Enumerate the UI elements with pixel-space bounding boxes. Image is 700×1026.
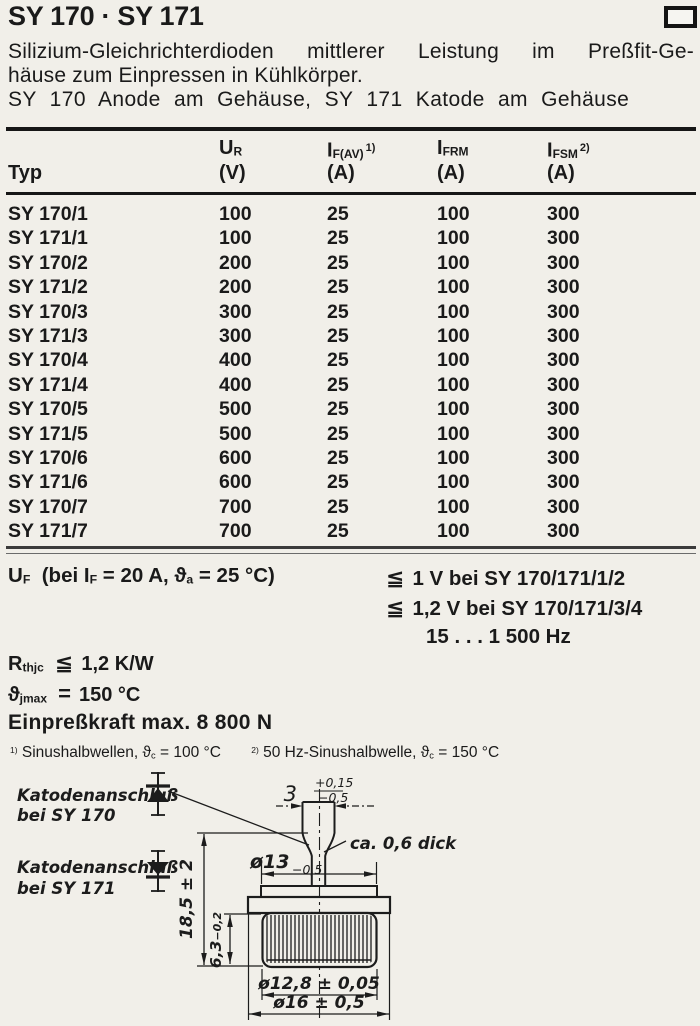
table-header-rule	[6, 192, 696, 195]
description-line: SY 170 Anode am Gehäuse, SY 171 Katode am Gehäuse	[8, 87, 630, 111]
package-body	[248, 886, 390, 967]
dim-tab-width	[276, 775, 374, 809]
footnotes: $^{1)}$ Sinushalbwellen, ϑc = 100 °C $^{2)}$ 50 Hz-Sinushalbwelle, ϑc = 150 °C	[10, 744, 500, 761]
frequency-range: 15 . . . 1 500 Hz	[426, 625, 571, 649]
svg-text:Katodenanschluß: Katodenanschluß	[17, 786, 179, 805]
cell-typ: SY 171/6	[8, 471, 88, 494]
limit-line: ≦ 1,2 V bei SY 170/171/3/4	[386, 594, 643, 620]
knurl-hatch	[267, 915, 371, 963]
table-header	[0, 136, 700, 186]
column-header-ifsm: IFSM $^{2)}$ (A)	[547, 139, 590, 184]
table-row: SY 170/3 300 25 100 300	[0, 300, 700, 324]
cell-typ: SY 170/7	[8, 495, 88, 518]
table-bottom-rule-2	[6, 553, 696, 555]
page-title: SY 170 · SY 171	[8, 1, 204, 31]
corner-rectangle-icon	[664, 6, 697, 28]
table-row: SY 171/6 600 25 100 300	[0, 470, 700, 494]
table-row: SY 170/6 600 25 100 300	[0, 446, 700, 470]
cell-typ: SY 171/5	[8, 422, 88, 445]
table-row: SY 170/5 500 25 100 300	[0, 397, 700, 421]
table-row: SY 171/7 700 25 100 300	[0, 519, 700, 543]
forward-voltage-limits	[386, 564, 642, 652]
cell-typ: SY 171/4	[8, 373, 88, 396]
footnote-2-mark: 2)	[251, 744, 259, 755]
limit-line: ≦ 1 V bei SY 170/171/1/2	[386, 565, 626, 590]
svg-text:Katodenanschluß: Katodenanschluß	[17, 858, 179, 877]
table-bottom-rule	[6, 546, 696, 549]
footnote-1-mark: 1)	[10, 744, 18, 755]
column-header-typ: Typ	[8, 162, 43, 184]
less-equal-sign: ≦	[386, 594, 405, 620]
thermal-resistance-line: Rthjc ≦ 1,2 K/W	[8, 650, 154, 675]
dim-thickness	[324, 834, 457, 853]
column-header-ur: UR (V)	[219, 137, 246, 184]
cell-typ: SY 170/1	[8, 203, 88, 225]
junction-temperature-line: ϑjmax = 150 °C	[8, 681, 141, 706]
svg-text:ø12,8 ± 0,05: ø12,8 ± 0,05	[258, 974, 380, 994]
cell-typ: SY 170/5	[8, 398, 88, 421]
cell-typ: SY 171/2	[8, 276, 88, 299]
cell-typ: SY 171/3	[8, 324, 88, 347]
description-line: Silizium-Gleichrichterdioden mittlerer Leistung im Preßfit-Ge-	[8, 40, 694, 63]
table-row: SY 171/3 300 25 100 300	[0, 324, 700, 348]
cell-typ: SY 171/1	[8, 227, 88, 250]
svg-text:−0,5: −0,5	[292, 862, 323, 877]
cell-typ: SY 170/3	[8, 300, 88, 323]
table-row: SY 170/2 200 25 100 300	[0, 251, 700, 275]
column-header-ifrm: IFRM (A)	[437, 137, 469, 184]
column-header-ifav: IF(AV) $^{1)}$ (A)	[327, 139, 376, 184]
svg-text:6,3−0,2: 6,3−0,2	[207, 911, 225, 969]
table-row: SY 170/1 100 25 100 300	[0, 202, 700, 226]
svg-text:ø16 ± 0,5: ø16 ± 0,5	[273, 993, 365, 1013]
table-row: SY 170/4 400 25 100 300	[0, 348, 700, 372]
svg-text:ø13: ø13	[250, 851, 290, 873]
description-line: häuse zum Einpressen in Kühlkörper.	[8, 63, 363, 87]
cell-typ: SY 170/4	[8, 349, 88, 372]
table-body	[0, 202, 700, 543]
table-row: SY 171/1 100 25 100 300	[0, 226, 700, 250]
table-row: SY 171/2 200 25 100 300	[0, 275, 700, 299]
svg-text:ca. 0,6 dick: ca. 0,6 dick	[350, 834, 457, 853]
description-paragraph	[8, 40, 694, 111]
less-equal-sign: ≦	[386, 565, 405, 590]
table-row: SY 171/4 400 25 100 300	[0, 373, 700, 397]
svg-text:3: 3	[283, 782, 297, 806]
table-row: SY 171/5 500 25 100 300	[0, 422, 700, 446]
cell-typ: SY 170/6	[8, 446, 88, 469]
cell-typ: SY 171/7	[8, 520, 88, 543]
forward-voltage-condition: UF (bei IF = 20 A, ϑa = 25 °C)	[8, 564, 275, 587]
table-row: SY 170/7 700 25 100 300	[0, 495, 700, 519]
dim-knurl-height	[207, 912, 261, 969]
svg-text:−0,5: −0,5	[318, 790, 349, 805]
svg-text:18,5 ± 2: 18,5 ± 2	[177, 859, 197, 939]
svg-text:bei SY 170: bei SY 170	[17, 806, 116, 825]
svg-text:bei SY 171: bei SY 171	[17, 879, 116, 898]
less-equal-sign: ≦	[54, 650, 74, 675]
table-top-rule	[6, 127, 696, 131]
package-drawing	[0, 766, 700, 1026]
cell-typ: SY 170/2	[8, 251, 88, 274]
svg-text:+0,15: +0,15	[315, 775, 354, 790]
label-cathode-sy170	[17, 786, 178, 825]
press-force-line: Einpreßkraft max. 8 800 N	[8, 711, 273, 734]
